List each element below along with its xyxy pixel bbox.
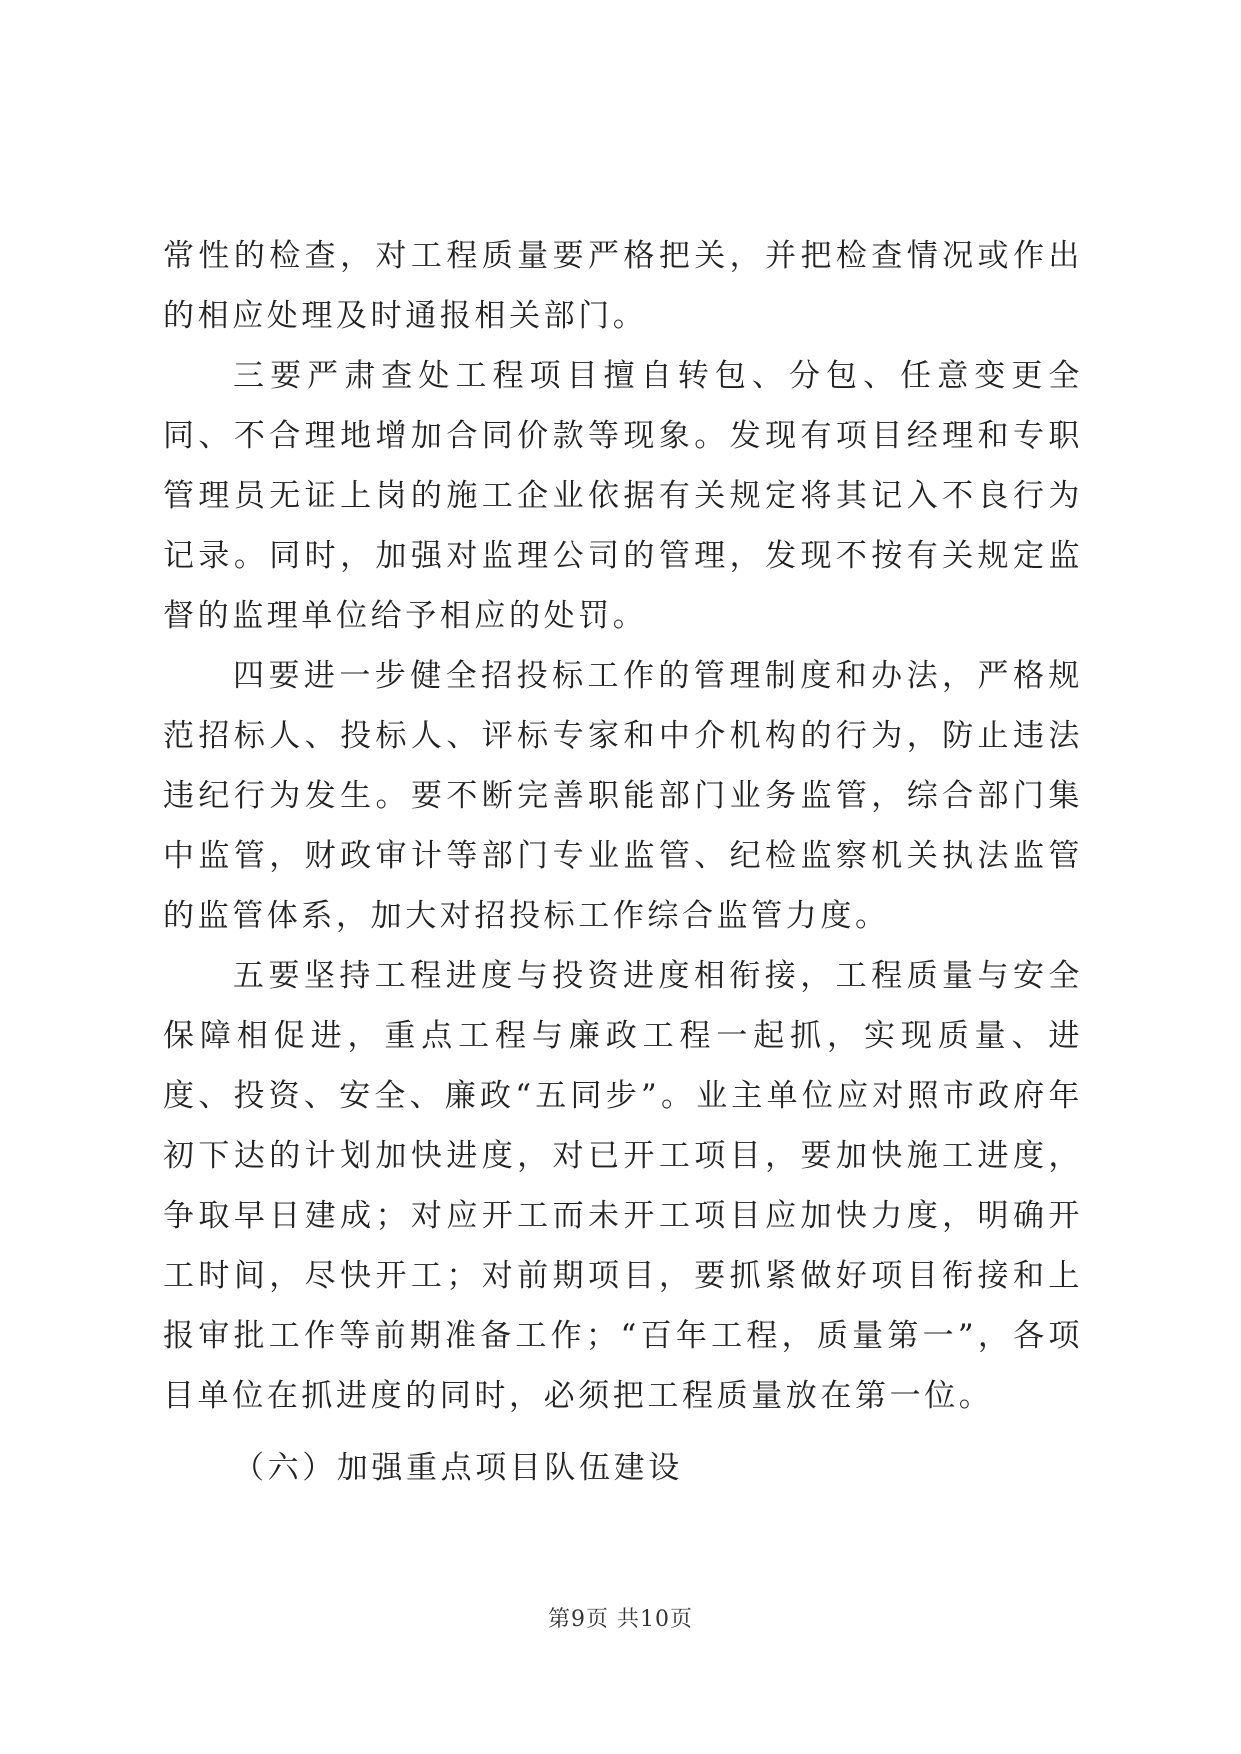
paragraph-item-three: 三要严肃查处工程项目擅自转包、分包、任意变更全同、不合理地增加合同价款等现象。发现有项目经理和专职管理员无证上岗的施工企业依据有关规定将其记入不良行为记录。同时，加强对监理公司的管理，发现不按有关规定监督的监理单位给予相应的处罚。 (163, 358, 1083, 634)
page-number-footer: 第9页 共10页 (548, 1607, 693, 1632)
paragraph-continuation: 常性的检查，对工程质量要严格把关，并把检查情况或作出的相应处理及时通报相关部门。 (163, 238, 1083, 334)
document-body (163, 226, 1083, 1498)
paragraph-item-four: 四要进一步健全招投标工作的管理制度和办法，严格规范招标人、投标人、评标专家和中介机构的行为，防止违法违纪行为发生。要不断完善职能部门业务监管，综合部门集中监管，财政审计等部门专业监管、纪检监察机关执法监管的监管体系，加大对招投标工作综合监管力度。 (163, 658, 1083, 934)
paragraph-item-five: 五要坚持工程进度与投资进度相衔接，工程质量与安全保障相促进，重点工程与廉政工程一起抓，实现质量、进度、投资、安全、廉政“五同步”。业主单位应对照市政府年初下达的计划加快进度，对已开工项目，要加快施工进度，争取早日建成；对应开工而未开工项目应加快力度，明确开工时间，尽快开工；对前期项目，要抓紧做好项目衔接和上报审批工作等前期准备工作；“百年工程，质量第一”，各项目单位在抓进度的同时，必须把工程质量放在第一位。 (163, 958, 1083, 1414)
section-heading: （六）加强重点项目队伍建设 (233, 1450, 683, 1486)
